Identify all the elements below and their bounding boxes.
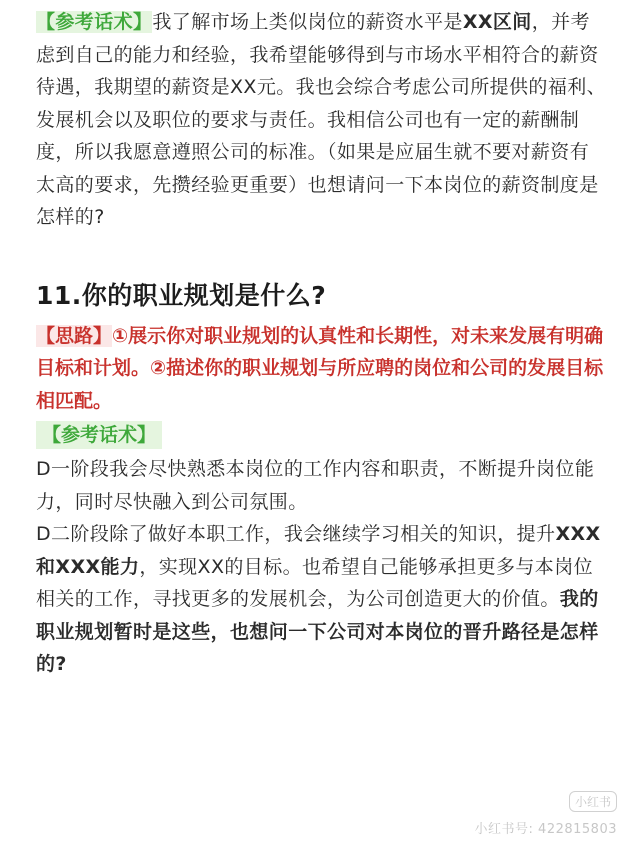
stage-two-paragraph bbox=[36, 518, 608, 681]
reference-label-row bbox=[36, 421, 608, 449]
reference-script-label: 【参考话术】 bbox=[36, 11, 153, 33]
stage-two-bold-skills: XXX和XXX能力 bbox=[36, 523, 601, 578]
idea-paragraph bbox=[36, 320, 608, 418]
salary-text-part2: ，并考虑到自己的能力和经验，我希望能够得到与市场水平相符合的薪资待遇，我期望的薪资是XX元。我也会综合考虑公司所提供的福利、发展机会以及职位的要求与责任。我相信公司也有一定的薪酬制度，所以我愿意遵照公司的标准。（如果是应届生就不要对薪资有太高的要求，先攒经验更重要）也想请问一下本岗位的薪资制度是怎样的? bbox=[36, 11, 607, 228]
idea-text: ①展示你对职业规划的认真性和长期性，对未来发展有明确目标和计划。②描述你的职业规划与所应聘的岗位和公司的发展目标相匹配。 bbox=[36, 324, 604, 412]
salary-text-part1: 我了解市场上类似岗位的薪资水平是 bbox=[152, 11, 463, 33]
watermark-id: 小红书号: 422815803 bbox=[474, 822, 617, 837]
question-heading: 11.你的职业规划是什么? bbox=[36, 280, 327, 310]
stage-two-bold-closing: 我的职业规划暂时是这些，也想问一下公司对本岗位的晋升路径是怎样的? bbox=[36, 588, 599, 675]
watermark bbox=[475, 791, 617, 837]
salary-answer-paragraph bbox=[36, 6, 608, 234]
salary-range-bold: XX区间 bbox=[462, 11, 532, 33]
idea-label: 【思路】 bbox=[36, 324, 113, 347]
reference-script-label-2: 【参考话术】 bbox=[36, 421, 162, 449]
article-content bbox=[36, 6, 608, 681]
watermark-logo: 小红书 bbox=[569, 791, 617, 812]
stage-two-text-part1: D二阶段除了做好本职工作，我会继续学习相关的知识，提升 bbox=[36, 523, 556, 545]
stage-one-paragraph: D一阶段我会尽快熟悉本岗位的工作内容和职责，不断提升岗位能力，同时尽快融入到公司氛围。 bbox=[36, 458, 595, 513]
stage-two-text-part2: ，实现XX的目标。也希望自己能够承担更多与本岗位相关的工作，寻找更多的发展机会，为公司创造更大的价值。 bbox=[36, 555, 593, 610]
